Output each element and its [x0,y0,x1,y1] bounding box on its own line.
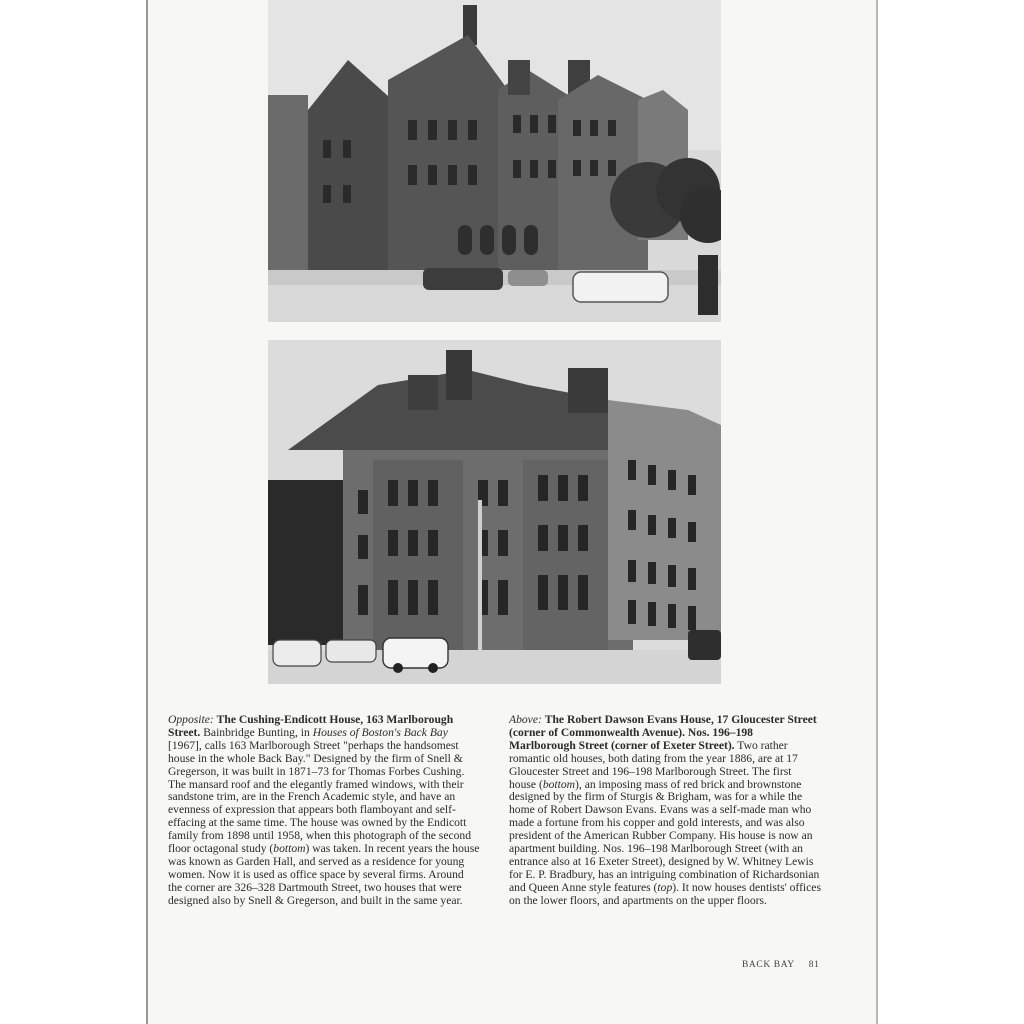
caption-right-photo-ref-1: bottom [542,777,576,791]
caption-left-heading: The Cushing-Endicott House, 163 Marlborough Street. [168,713,454,739]
caption-right-lead: Above: [509,713,542,726]
caption-left-text-1: Bainbridge Bunting, in [203,725,310,739]
photo-bottom-building [268,340,721,684]
running-section-title: BACK BAY [742,960,795,970]
photo-top-building [268,0,721,322]
caption-right-heading: The Robert Dawson Evans House, 17 Gloucester Street (corner of Commonwealth Avenue). Nos. 196–198 Marlborough Street (corner of Exeter Street). [509,713,817,752]
caption-left-text-3: ) was taken. In recent years the house was known as Garden Hall, and served as a residence for young women. Now it is used as office space by several firms. Around the corner are 326–328 Dartmouth Street, two houses that were designed also by Snell & Gregerson, and built in the same year. [168,842,480,907]
caption-left-photo-ref: bottom [273,842,306,856]
caption-left [168,714,480,908]
caption-right [509,714,821,908]
scan-background-right [878,0,1024,1024]
caption-left-text-2: [1967], calls 163 Marlborough Street "perhaps the handsomest house in the whole Back Bay." Designed by the firm of Snell & Gregerson, it was built in 1871–73 for Thomas Forbes Cushing. The mansard roof and the elegantly framed windows, with their sandstone trim, are in the French Academic style, and have an evenness of expression that appears both flamboyant and self-effacing at the same time. The house was owned by the Endicott family from 1898 until 1958, when this photograph of the second floor octagonal study ( [168,738,471,856]
caption-right-text-3: ). It now houses dentists' offices on the lower floors, and apartments on the upper floors. [509,880,821,907]
caption-right-text-2: ), an imposing mass of red brick and brownstone designed by the firm of Sturgis & Brigham, was for a while the home of Robert Dawson Evans. Evans was a self-made man who made a fortune from his copper and gold interests, and was also president of the American Rubber Company. His house is now an apartment building. Nos. 196–198 Marlborough Street (with an entrance also at 16 Exeter Street), designed by W. Whitney Lewis for E. P. Bradbury, has an intriguing combination of Richardsonian and Queen Anne style features ( [509,777,820,894]
page-folio [742,960,819,970]
caption-left-lead: Opposite: [168,713,214,726]
caption-right-photo-ref-2: top [657,880,673,894]
caption-right-text-1: Two rather romantic old houses, both dating from the year 1886, are at 17 Gloucester Street and 196–198 Marlborough Street. The first house ( [509,738,798,791]
caption-left-book-title: Houses of Boston's Back Bay [312,725,448,739]
page-number: 81 [808,960,820,970]
scan-background-left [0,0,146,1024]
